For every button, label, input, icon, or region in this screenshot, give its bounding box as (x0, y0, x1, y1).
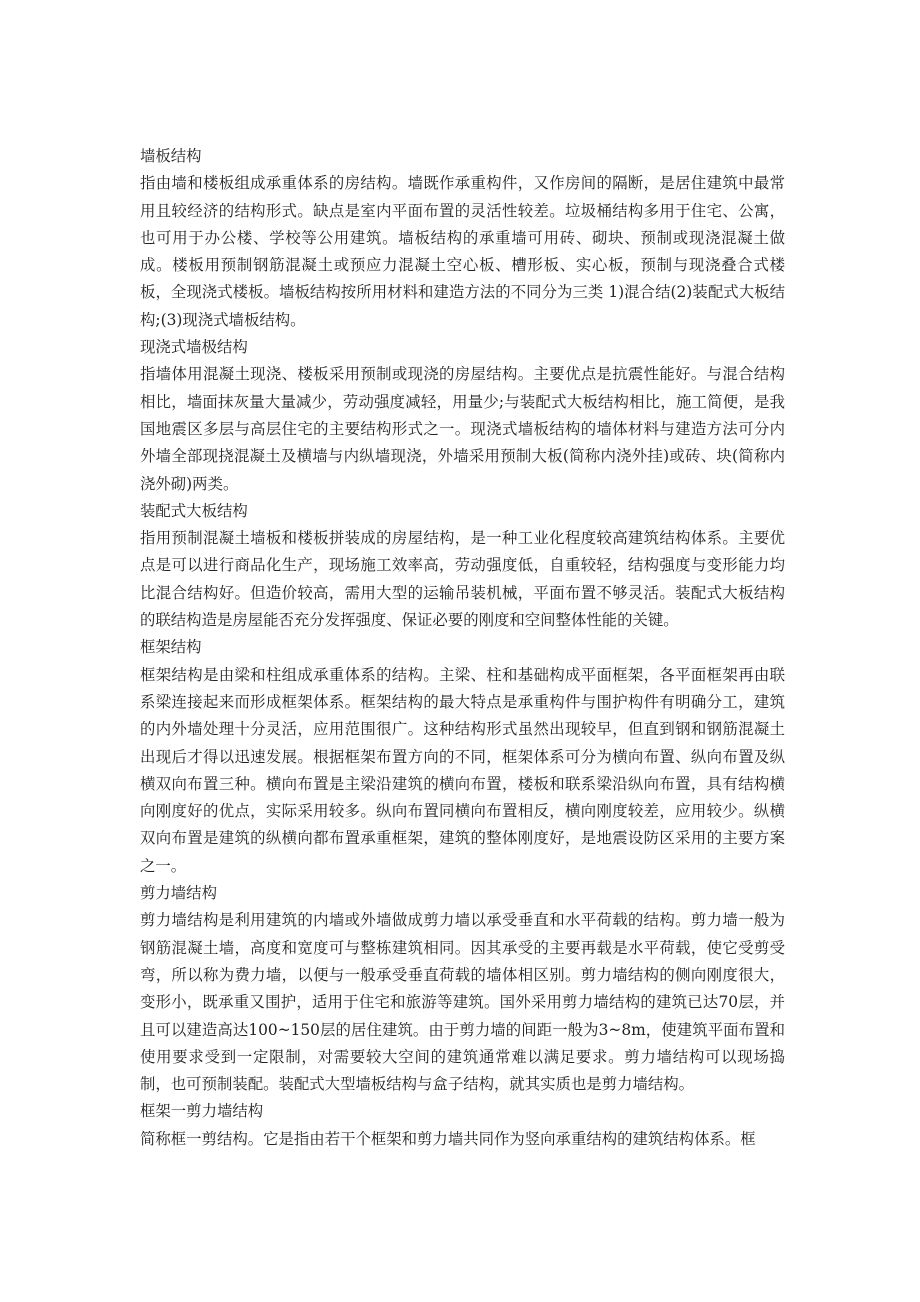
section-heading-wall-panel: 墙板结构 (140, 147, 202, 165)
section-heading-prefab-large-panel: 装配式大板结构 (140, 501, 248, 520)
document-body (140, 143, 785, 1153)
section-heading-shear-wall: 剪力墙结构 (140, 884, 217, 903)
section-body-frame-shear-wall: 简称框一剪结构。它是指由若干个框架和剪力墙共同作为竖向承重结构的建筑结构体系。框 (140, 1129, 756, 1148)
section-body-frame: 框架结构是由梁和柱组成承重体系的结构。主梁、柱和基础构成平面框架，各平面框架再由联系梁连接起来而形成框架体系。框架结构的最大特点是承重构件与围护构件有明确分工，建筑的内外墙处理十分灵活，应用范围很广。这种结构形式虽然出现较早，但直到钢和钢筋混凝土出现后才得以迅速发展。根据框架布置方向的不同，框架体系可分为横向布置、纵向布置及纵横双向布置三种。横向布置是主梁沿建筑的横向布置，楼板和联系梁沿纵向布置，具有结构横向刚度好的优点，实际采用较多。纵向布置同横向布置相反，横向刚度较差，应用较少。纵横双向布置是建筑的纵横向都布置承重框架，建筑的整体刚度好，是地震设防区采用的主要方案之一。 (140, 665, 785, 875)
section-body-cast-in-place-wall: 指墙体用混凝土现浇、楼板采用预制或现浇的房屋结构。主要优点是抗震性能好。与混合结构相比，墙面抹灰量大量减少，劳动强度减轻，用量少;与装配式大板结构相比，施工简便，是我国地震区多层与高层住宅的主要结构形式之一。现浇式墙板结构的墙体材料与建造方法可分内外墙全部现挠混凝土及横墙与内纵墙现浇，外墙采用预制大板(简称内浇外挂)或砖、块(简称内浇外砌)两类。 (140, 365, 785, 493)
section-heading-frame: 框架结构 (140, 638, 202, 657)
section-body-wall-panel: 指由墙和楼板组成承重体系的房结构。墙既作承重构件，又作房间的隔断，是居住建筑中最常用且较经济的结构形式。缺点是室内平面布置的灵活性较差。垃圾桶结构多用于住宅、公寓，也可用于办公楼、学校等公用建筑。墙板结构的承重墙可用砖、砌块、预制或现浇混凝土做成。楼板用预制钢筋混凝土或预应力混凝土空心板、槽形板、实心板，预制与现浇叠合式楼板，全现浇式楼板。墙板结构按所用材料和建造方法的不同分为三类 1)混合结(2)装配式大板结构;(3)现浇式墙板结构。 (140, 174, 785, 329)
section-body-shear-wall: 剪力墙结构是利用建筑的内墙或外墙做成剪力墙以承受垂直和水平荷载的结构。剪力墙一般为钢筋混凝土墙，高度和宽度可与整栋建筑相同。因其承受的主要再载是水平荷载，使它受剪受弯，所以称为费力墙，以便与一般承受垂直荷载的墙体相区别。剪力墙结构的侧向刚度很大，变形小，既承重又围护，适用于住宅和旅游等建筑。国外采用剪力墙结构的建筑已达70层，并且可以建造高达100~150层的居住建筑。由于剪力墙的间距一般为3~8m，使建筑平面布置和使用要求受到一定限制，对需要较大空间的建筑通常难以满足要求。剪力墙结构可以现场捣制，也可预制装配。装配式大型墙板结构与盒子结构，就其实质也是剪力墙结构。 (140, 911, 785, 1094)
section-body-prefab-large-panel: 指用预制混凝土墙板和楼板拼装成的房屋结构，是一种工业化程度较高建筑结构体系。主要优点是可以进行商品化生产，现场施工效率高，劳动强度低，自重较轻，结构强度与变形能力均比混合结构好。但造价较高，需用大型的运输吊装机械，平面布置不够灵活。装配式大板结构的联结构造是房屋能否充分发挥强度、保证必要的刚度和空间整体性能的关键。 (140, 529, 785, 630)
section-heading-frame-shear-wall: 框架一剪力墙结构 (140, 1102, 264, 1121)
section-heading-cast-in-place-wall: 现浇式墙极结构 (140, 338, 248, 357)
